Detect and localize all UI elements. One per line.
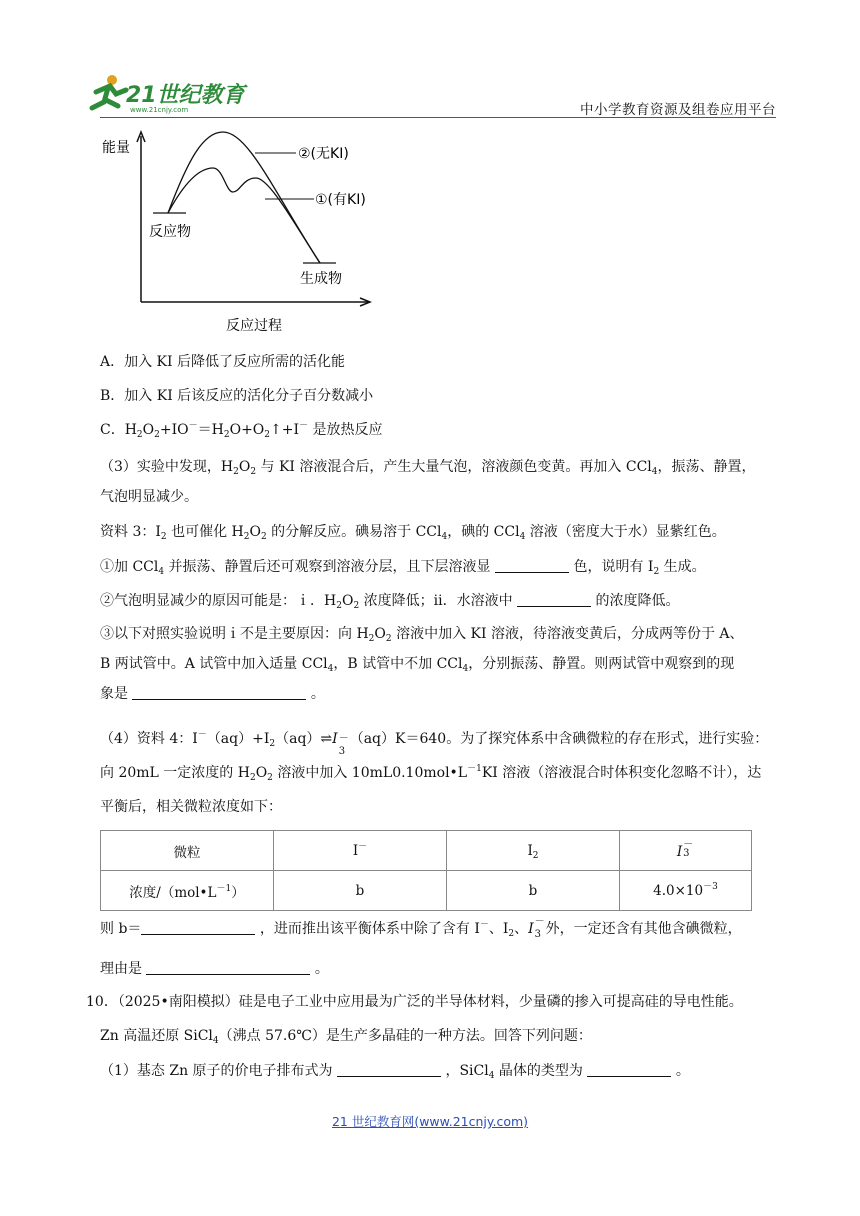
- curve-with-ki: [168, 168, 320, 263]
- logo-url: www.21cnjy.com: [130, 106, 189, 114]
- table-row: [101, 871, 752, 911]
- option-c: C．$H_2O_2+IO^-=H_2O+O_2↑+I^-$ 是放热反应: [100, 421, 383, 440]
- logo-text: 21世纪教育: [126, 83, 245, 108]
- table-header-row: [101, 831, 752, 871]
- q4-reason: 理由是 。: [100, 958, 329, 979]
- concentration-table: [100, 830, 752, 911]
- answer-blank-b[interactable]: [141, 918, 255, 935]
- x-axis-label: 反应过程: [226, 318, 282, 334]
- answer-blank-color[interactable]: [495, 556, 569, 573]
- q10-line-2: Zn 高温还原 SiCl$_4$（沸点 57.6℃）是生产多晶硅的一种方法。回答下列问题：: [100, 1028, 592, 1046]
- answer-blank-zn-config[interactable]: [337, 1060, 441, 1077]
- runner-icon: [92, 75, 126, 108]
- answer-blank-species[interactable]: [517, 590, 591, 607]
- table-cell-iodine: b: [447, 871, 620, 911]
- q4-answer-b: 则 b＝ ，进而推出该平衡体系中除了含有 I－、$I_2$、I － 3 外，一定还含有其他含碘微粒，: [100, 916, 742, 940]
- energy-diagram: [98, 130, 388, 340]
- table-header-triiodide: I － 3: [620, 831, 752, 871]
- y-axis-label: 能量: [102, 140, 130, 156]
- q4-intro: （4）资料 4：$I^-(aq)+I_2(aq)\rightleftharpoons I$ － 3 （aq）K＝640。为了探究体系中含碘微粒的存在形式，进行实验： 向 20mL 一定浓度的 $H_2O_2$ 溶液中加入 $10mL0.10mol•L^{-1}KI$ 溶液（溶液混合时体积变化忽略不计），达 平衡后，相关微粒浓度如下：: [100, 730, 769, 815]
- footer-link[interactable]: 21 世纪教育网(www.21cnjy.com): [331, 1114, 529, 1129]
- option-a: A．加入 KI 后降低了反应所需的活化能: [100, 354, 345, 370]
- q3-intro: （3）实验中发现，$H_2O_2$ 与 KI 溶液混合后，产生大量气泡，溶液颜色变黄。再加入 CCl$_4$，振荡、静置， 气泡明显减少。: [100, 459, 756, 505]
- curve1-label: ①(有KI): [315, 192, 366, 208]
- header-divider: [100, 117, 776, 118]
- q10-part-1: （1）基态 Zn 原子的价电子排布式为 ，SiCl$_4$ 晶体的类型为 。: [100, 1060, 690, 1081]
- reactant-label: 反应物: [149, 224, 191, 240]
- header-platform-name: 中小学教育资源及组卷应用平台: [580, 102, 776, 118]
- q3-item-3: ③以下对照实验说明ｉ不是主要原因：向 $H_2O_2$ 溶液中加入 KI 溶液，待溶液变黄后，分成两等份于 A、 B 两试管中。A 试管中加入适量 CCl$_4$，B 试管中不加 CCl$_4$，分别振荡、静置。则两试管中观察到的现 象是 。: [100, 626, 744, 702]
- answer-blank-crystal-type[interactable]: [587, 1060, 671, 1077]
- answer-blank-phenomenon[interactable]: [132, 683, 306, 700]
- table-header-species: 微粒: [101, 831, 274, 871]
- q3-item-2: ②气泡明显减少的原因可能是：ｉ．$H_2O_2$ 浓度降低；ⅱ．水溶液中 的浓度降低。: [100, 590, 679, 611]
- curve2-label: ②(无KI): [298, 146, 349, 162]
- q10-intro: 10．（2025•南阳模拟）硅是电子工业中应用最为广泛的半导体材料，少量磷的掺入可提高硅的导电性能。: [86, 994, 743, 1010]
- table-header-iodide: I－: [274, 831, 447, 871]
- reference-3: 资料 3：$I_2$ 也可催化 $H_2O_2$ 的分解反应。碘易溶于 CCl$_4$，碘的 CCl$_4$ 溶液（密度大于水）显紫红色。: [100, 524, 726, 542]
- q3-item-1: ①加 CCl$_4$ 并振荡、静置后还可观察到溶液分层，且下层溶液显 色，说明有 $I_2$ 生成。: [100, 556, 706, 577]
- site-logo[interactable]: [82, 72, 252, 116]
- table-cell-iodide: b: [274, 871, 447, 911]
- table-header-iodine: $I_2$: [447, 831, 620, 871]
- answer-blank-reason[interactable]: [146, 958, 310, 975]
- option-b: B．加入 KI 后该反应的活化分子百分数减小: [100, 388, 374, 404]
- table-row-label: 浓度$/(mol•L^{-1})$: [101, 871, 274, 911]
- product-label: 生成物: [300, 271, 342, 287]
- table-cell-triiodide: $4.0\times 10^{-3}$: [620, 871, 752, 911]
